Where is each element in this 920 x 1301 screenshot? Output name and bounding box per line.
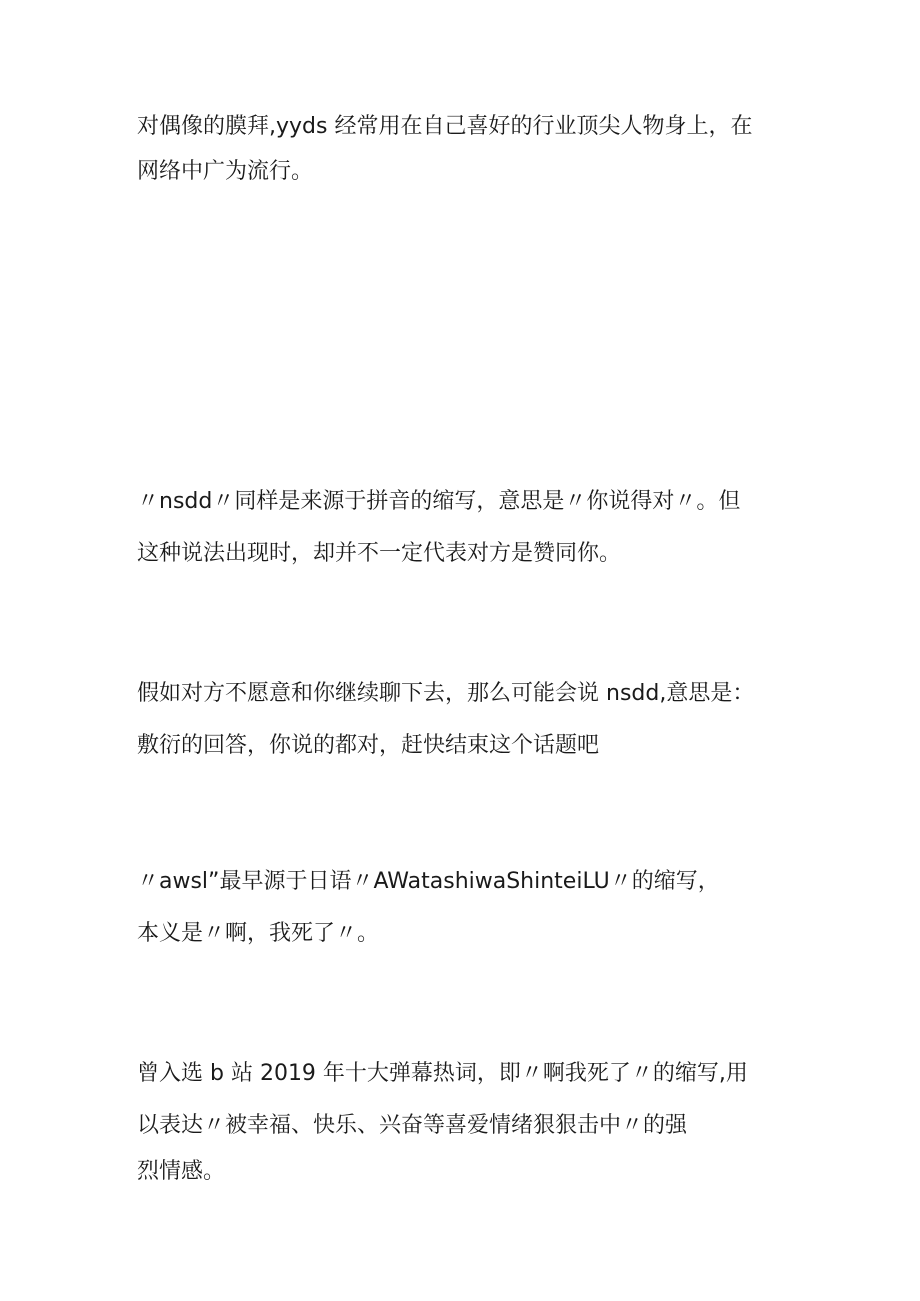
text-line: 假如对方不愿意和你继续聊下去，那么可能会说 nsdd,意思是： bbox=[137, 681, 755, 706]
paragraph-nsdd-usage bbox=[137, 679, 797, 761]
text-line: 曾入选 b 站 2019 年十大弹幕热词，即〃啊我死了〃的缩写,用 bbox=[137, 1061, 748, 1086]
text-line: 网络中广为流行。 bbox=[137, 159, 314, 184]
text-line: 敷衍的回答，你说的都对，赶快结束这个话题吧 bbox=[137, 733, 600, 758]
text-line: 以表达〃被幸福、快乐、兴奋等喜爱情绪狠狠击中〃的强 bbox=[137, 1113, 688, 1138]
text-line: 〃nsdd〃同样是来源于拼音的缩写，意思是〃你说得对〃。但 bbox=[137, 489, 741, 514]
text-line: 这种说法出现时，却并不一定代表对方是赞同你。 bbox=[137, 541, 622, 566]
paragraph-nsdd bbox=[137, 487, 797, 569]
paragraph-yyds bbox=[137, 112, 797, 187]
text-line: 本义是〃啊，我死了〃。 bbox=[137, 921, 380, 946]
text-line: 〃awsl”最早源于日语〃AWatashiwaShinteiLU〃的缩写， bbox=[137, 869, 720, 894]
text-line: 对偶像的膜拜,yyds 经常用在自己喜好的行业顶尖人物身上，在 bbox=[137, 114, 753, 139]
paragraph-awsl-usage bbox=[137, 1059, 797, 1187]
text-line: 烈情感。 bbox=[137, 1159, 226, 1184]
paragraph-awsl bbox=[137, 867, 797, 949]
